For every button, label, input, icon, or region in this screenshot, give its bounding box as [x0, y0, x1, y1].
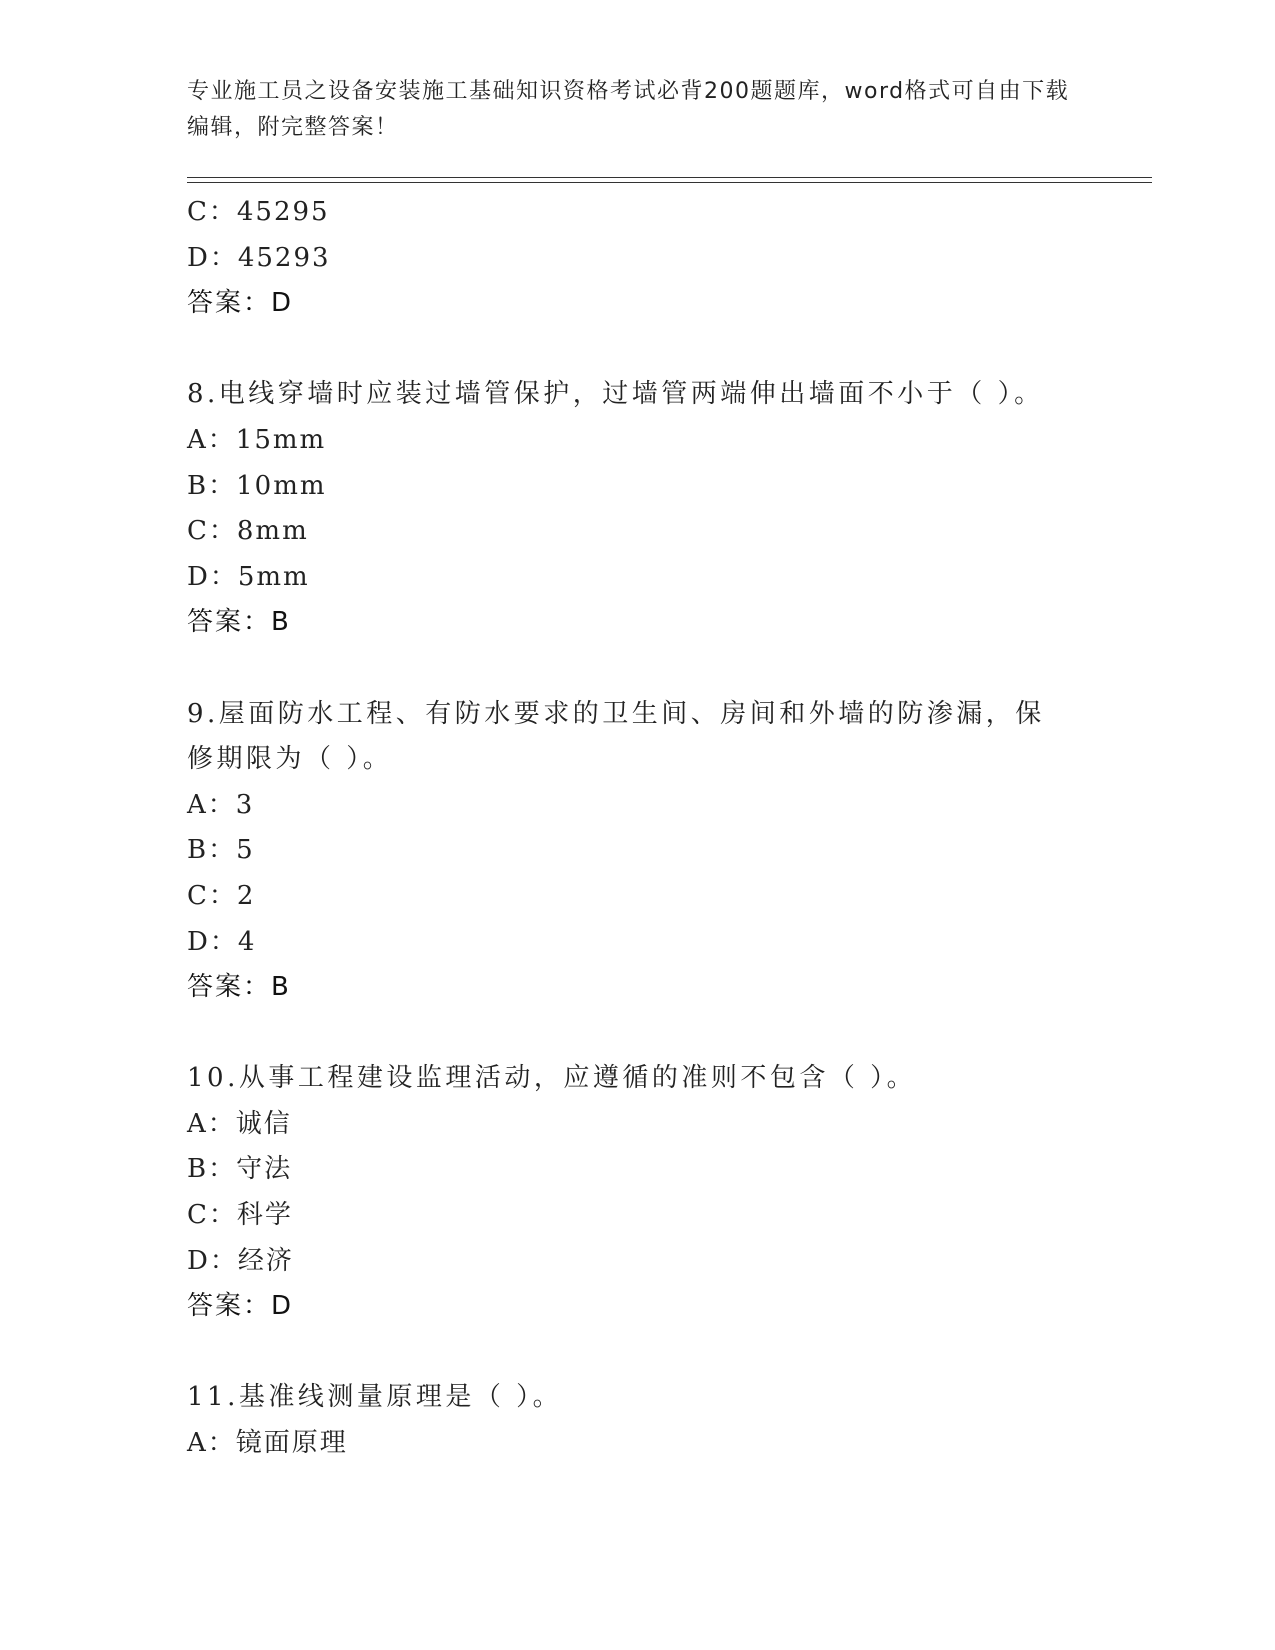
spacer [187, 1011, 1147, 1057]
option-c: C：45295 [187, 197, 330, 227]
document-header [187, 74, 1087, 146]
header-divider-top [187, 177, 1152, 178]
answer-line: 答案：B [187, 607, 291, 638]
option-d: D：4 [187, 926, 257, 957]
option-c: C：科学 [187, 1200, 293, 1231]
question-block [187, 1375, 1147, 1466]
question-stem: 8.电线穿墙时应装过墙管保护，过墙管两端伸出墙面不小于（ ）。 [187, 379, 1044, 410]
answer-line: 答案：D [187, 1291, 294, 1322]
option-b: B：5 [187, 835, 255, 866]
option-d: D：经济 [187, 1245, 294, 1276]
answer-line: 答案：B [187, 972, 291, 1003]
answer-line: 答案：D [187, 288, 294, 319]
spacer [187, 1330, 1147, 1376]
question-block [187, 372, 1147, 646]
header-divider-bottom [187, 182, 1152, 183]
question-block [187, 1056, 1147, 1330]
option-a: A：15mm [187, 424, 327, 455]
question-list [187, 190, 1147, 1467]
question-stem: 9.屋面防水工程、有防水要求的卫生间、房间和外墙的防渗漏，保修期限为（ ）。 [187, 698, 1045, 775]
option-c: C：8mm [187, 516, 309, 547]
question-stem: 10.从事工程建设监理活动，应遵循的准则不包含（ ）。 [187, 1063, 917, 1094]
option-a: A：3 [187, 789, 255, 820]
question-block [187, 692, 1147, 1011]
spacer [187, 646, 1147, 692]
spacer [187, 327, 1147, 373]
option-a: A：镜面原理 [187, 1428, 348, 1459]
question-stem: 11.基准线测量原理是（ ）。 [187, 1382, 563, 1413]
option-d: D：45293 [187, 242, 331, 273]
document-title: 专业施工员之设备安装施工基础知识资格考试必背200题题库，word格式可自由下载编辑，附完整答案！ [187, 79, 1070, 140]
option-c: C：2 [187, 880, 256, 911]
option-b: B：守法 [187, 1154, 293, 1185]
option-a: A：诚信 [187, 1108, 292, 1139]
option-d: D：5mm [187, 561, 310, 592]
option-b: B：10mm [187, 470, 327, 501]
